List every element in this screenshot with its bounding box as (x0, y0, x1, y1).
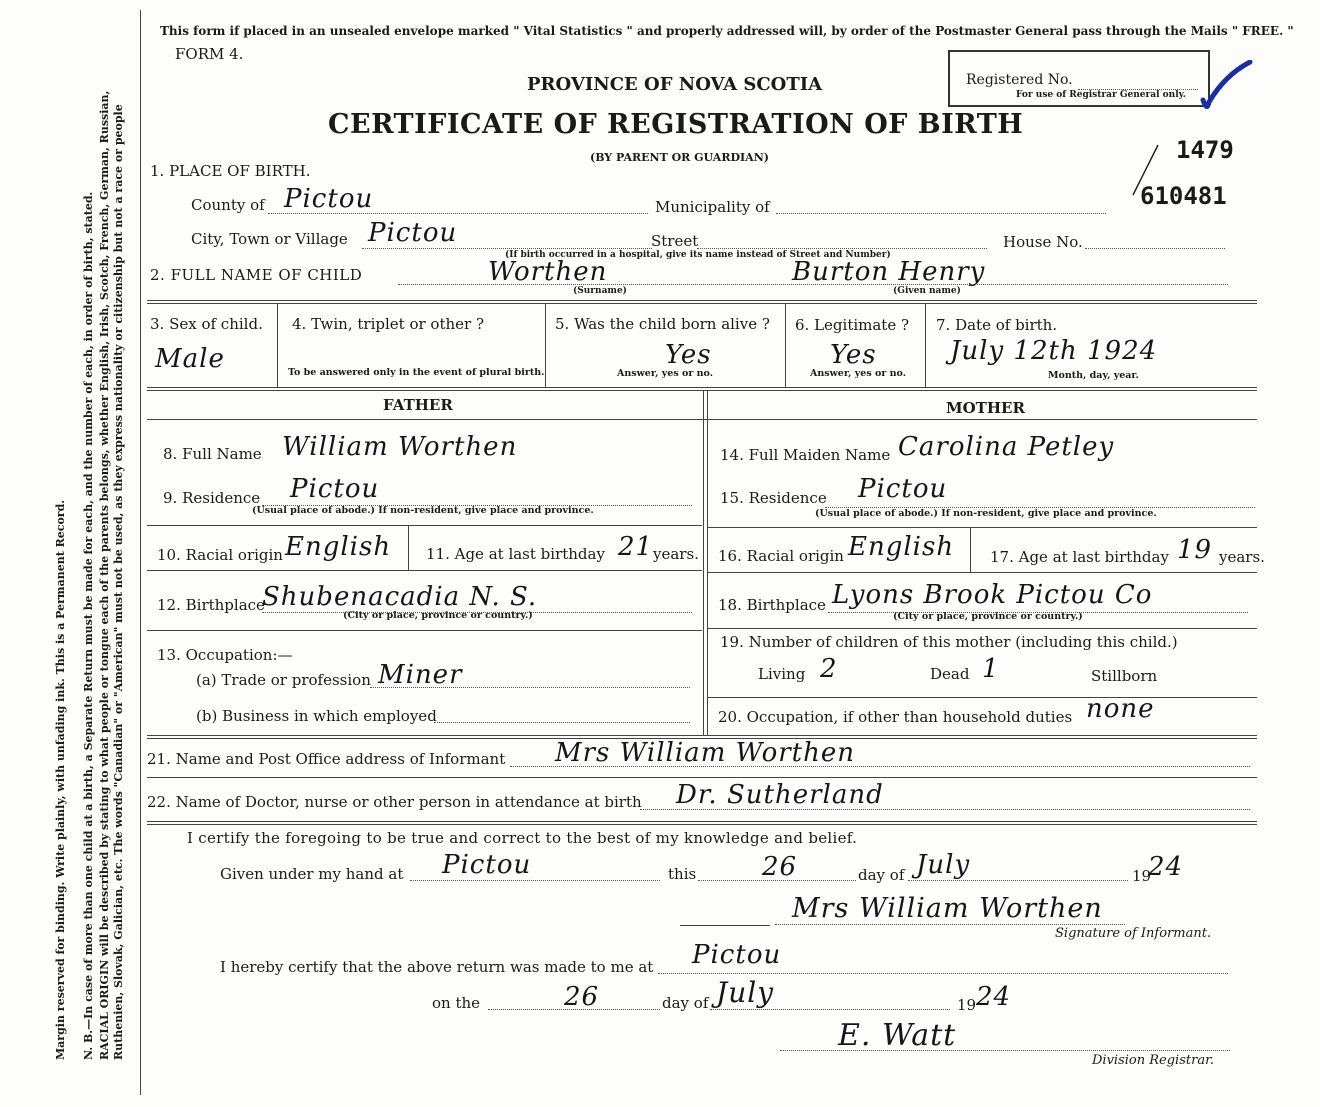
legitimate-note: Answer, yes or no. (810, 368, 907, 379)
children-count-label: 19. Number of children of this mother (including this child.) (720, 633, 1178, 651)
mother-years: years. (1219, 548, 1265, 566)
registrar-year-prefix: 19 (957, 996, 977, 1014)
given-month: July (916, 850, 971, 880)
given-at-place: Pictou (442, 850, 532, 880)
register-number-2: 610481 (1140, 182, 1227, 210)
given-at-label: Given under my hand at (220, 865, 404, 883)
stillborn-label: Stillborn (1091, 667, 1158, 685)
given-year-prefix: 19 (1132, 867, 1152, 885)
certificate-subtitle: (BY PARENT OR GUARDIAN) (590, 151, 769, 164)
father-residence-label: 9. Residence (163, 489, 261, 507)
alive-value: Yes (665, 340, 712, 370)
this-label: this (668, 865, 697, 883)
margin-note-2: N. B.—In case of more than one child at a birth, a Separate Return must be made for each, and the number of each, in order of birth, stated. (82, 191, 95, 1060)
registrar-statement: I hereby certify that the above return was made to me at (220, 958, 654, 976)
father-trade: Miner (378, 660, 463, 690)
registrar-signature: E. Watt (838, 1018, 957, 1053)
living-count: 2 (820, 654, 838, 684)
mother-heading: MOTHER (946, 399, 1025, 417)
twin-label: 4. Twin, triplet or other ? (292, 315, 484, 333)
given-year: 24 (1148, 852, 1184, 882)
mother-name-label: 14. Full Maiden Name (720, 446, 891, 464)
mother-maiden-name: Carolina Petley (898, 432, 1115, 462)
informant-value: Mrs William Worthen (555, 738, 855, 768)
surname-note: (Surname) (573, 286, 627, 296)
mother-residence-label: 15. Residence (720, 489, 827, 507)
margin-note-3: RACIAL ORIGIN will be described by stating to what people or tongue each of the parents belongs, whether English, Irish, Scotch, French, German, Russian, (98, 90, 111, 1060)
certificate-title: CERTIFICATE OF REGISTRATION OF BIRTH (328, 109, 1024, 140)
certify-statement: I certify the foregoing to be true and correct to the best of my knowledge and belief. (187, 829, 858, 847)
legitimate-label: 6. Legitimate ? (795, 316, 910, 334)
mother-birthplace-note: (City or place, province or country.) (893, 611, 1083, 622)
given-day: 26 (762, 852, 798, 882)
registrar-day: 26 (564, 982, 600, 1012)
registrar-year: 24 (976, 982, 1012, 1012)
mother-residence-note: (Usual place of abode.) If non-resident, give place and province. (815, 508, 1157, 519)
registered-box (948, 50, 1210, 107)
father-race: English (285, 532, 392, 562)
form-number: FORM 4. (175, 45, 244, 63)
father-birthplace-label: 12. Birthplace (157, 596, 265, 614)
sex-label: 3. Sex of child. (150, 315, 263, 333)
registrar-signature-label: Division Registrar. (1092, 1053, 1214, 1068)
father-age: 21 (618, 532, 654, 562)
child-given-name: Burton Henry (792, 257, 986, 287)
municipality-label: Municipality of (655, 198, 770, 216)
house-no-label: House No. (1003, 233, 1083, 251)
attendant-label: 22. Name of Doctor, nurse or other person in attendance at birth (147, 793, 642, 811)
father-age-label: 11. Age at last birthday (426, 545, 605, 563)
alive-note: Answer, yes or no. (617, 368, 714, 379)
given-name-note: (Given name) (893, 286, 961, 296)
margin-note-1: Margin reserved for binding. Write plainly, with unfading ink. This is a Permanent Record. (54, 499, 67, 1060)
hospital-note: (If birth occurred in a hospital, give its name instead of Street and Number) (505, 250, 891, 260)
father-birthplace-note: (City or place, province or country.) (343, 610, 533, 621)
mother-race: English (848, 532, 955, 562)
alive-label: 5. Was the child born alive ? (555, 315, 770, 333)
twin-note: To be answered only in the event of plural birth. (288, 367, 545, 378)
place-of-birth-label: 1. PLACE OF BIRTH. (150, 162, 311, 180)
registrar-day-of-label: day of (662, 994, 709, 1012)
mother-age-label: 17. Age at last birthday (990, 548, 1169, 566)
mother-residence: Pictou (858, 474, 948, 504)
mother-occupation: none (1086, 694, 1155, 724)
dead-label: Dead (930, 665, 970, 683)
informant-signature: Mrs William Worthen (792, 893, 1103, 924)
register-number-1: 1479 (1176, 136, 1234, 164)
mother-birthplace: Lyons Brook Pictou Co (832, 580, 1153, 610)
street-label: Street (651, 232, 699, 250)
on-the-label: on the (432, 994, 481, 1012)
legitimate-value: Yes (830, 340, 877, 370)
child-name-label: 2. FULL NAME OF CHILD (150, 266, 363, 284)
father-residence: Pictou (290, 474, 380, 504)
mother-occupation-label: 20. Occupation, if other than household duties (718, 708, 1073, 726)
checkmark-icon (1195, 60, 1255, 130)
father-residence-note: (Usual place of abode.) If non-resident, give place and province. (252, 505, 594, 516)
informant-signature-label: Signature of Informant. (1055, 926, 1212, 941)
registrar-month: July (716, 976, 775, 1009)
father-race-label: 10. Racial origin (157, 546, 283, 564)
registrar-note: For use of Registrar General only. (1016, 90, 1186, 100)
margin-note-4: Ruthenien, Slovak, Galician, etc. The words "Canadian" or "American" must not be used, as they express nationality or citizenship but not a race or people (112, 104, 125, 1060)
father-name-label: 8. Full Name (163, 445, 262, 463)
margin-rule (140, 10, 141, 1095)
father-heading: FATHER (383, 396, 453, 414)
father-years: years. (653, 545, 699, 563)
registered-no-label: Registered No. (966, 72, 1073, 88)
mother-race-label: 16. Racial origin (718, 547, 844, 565)
dead-count: 1 (982, 654, 1000, 684)
province-heading: PROVINCE OF NOVA SCOTIA (527, 74, 823, 95)
child-surname: Worthen (488, 257, 608, 287)
mother-birthplace-label: 18. Birthplace (718, 596, 826, 614)
living-label: Living (758, 665, 806, 683)
informant-label: 21. Name and Post Office address of Informant (147, 750, 506, 768)
trade-label: (a) Trade or profession (196, 671, 371, 689)
city-value: Pictou (368, 218, 458, 248)
postal-notice: This form if placed in an unsealed envelope marked " Vital Statistics " and properly addressed will, by order of the Postmaster General pass through the Mails " FREE. " (160, 24, 1294, 38)
date-note: Month, day, year. (1048, 370, 1139, 381)
mother-age: 19 (1177, 535, 1213, 565)
registrar-place: Pictou (692, 940, 782, 970)
day-of-label: day of (858, 866, 905, 884)
father-name: William Worthen (282, 432, 518, 462)
attendant-value: Dr. Sutherland (676, 780, 884, 810)
date-of-birth-label: 7. Date of birth. (936, 316, 1058, 334)
city-label: City, Town or Village (191, 230, 348, 248)
business-label: (b) Business in which employed (196, 707, 437, 725)
father-birthplace: Shubenacadia N. S. (262, 582, 538, 612)
county-value: Pictou (284, 184, 374, 214)
sex-value: Male (155, 344, 225, 374)
father-occupation-label: 13. Occupation:— (157, 646, 293, 664)
county-label: County of (191, 196, 265, 214)
date-of-birth-value: July 12th 1924 (950, 336, 1158, 366)
